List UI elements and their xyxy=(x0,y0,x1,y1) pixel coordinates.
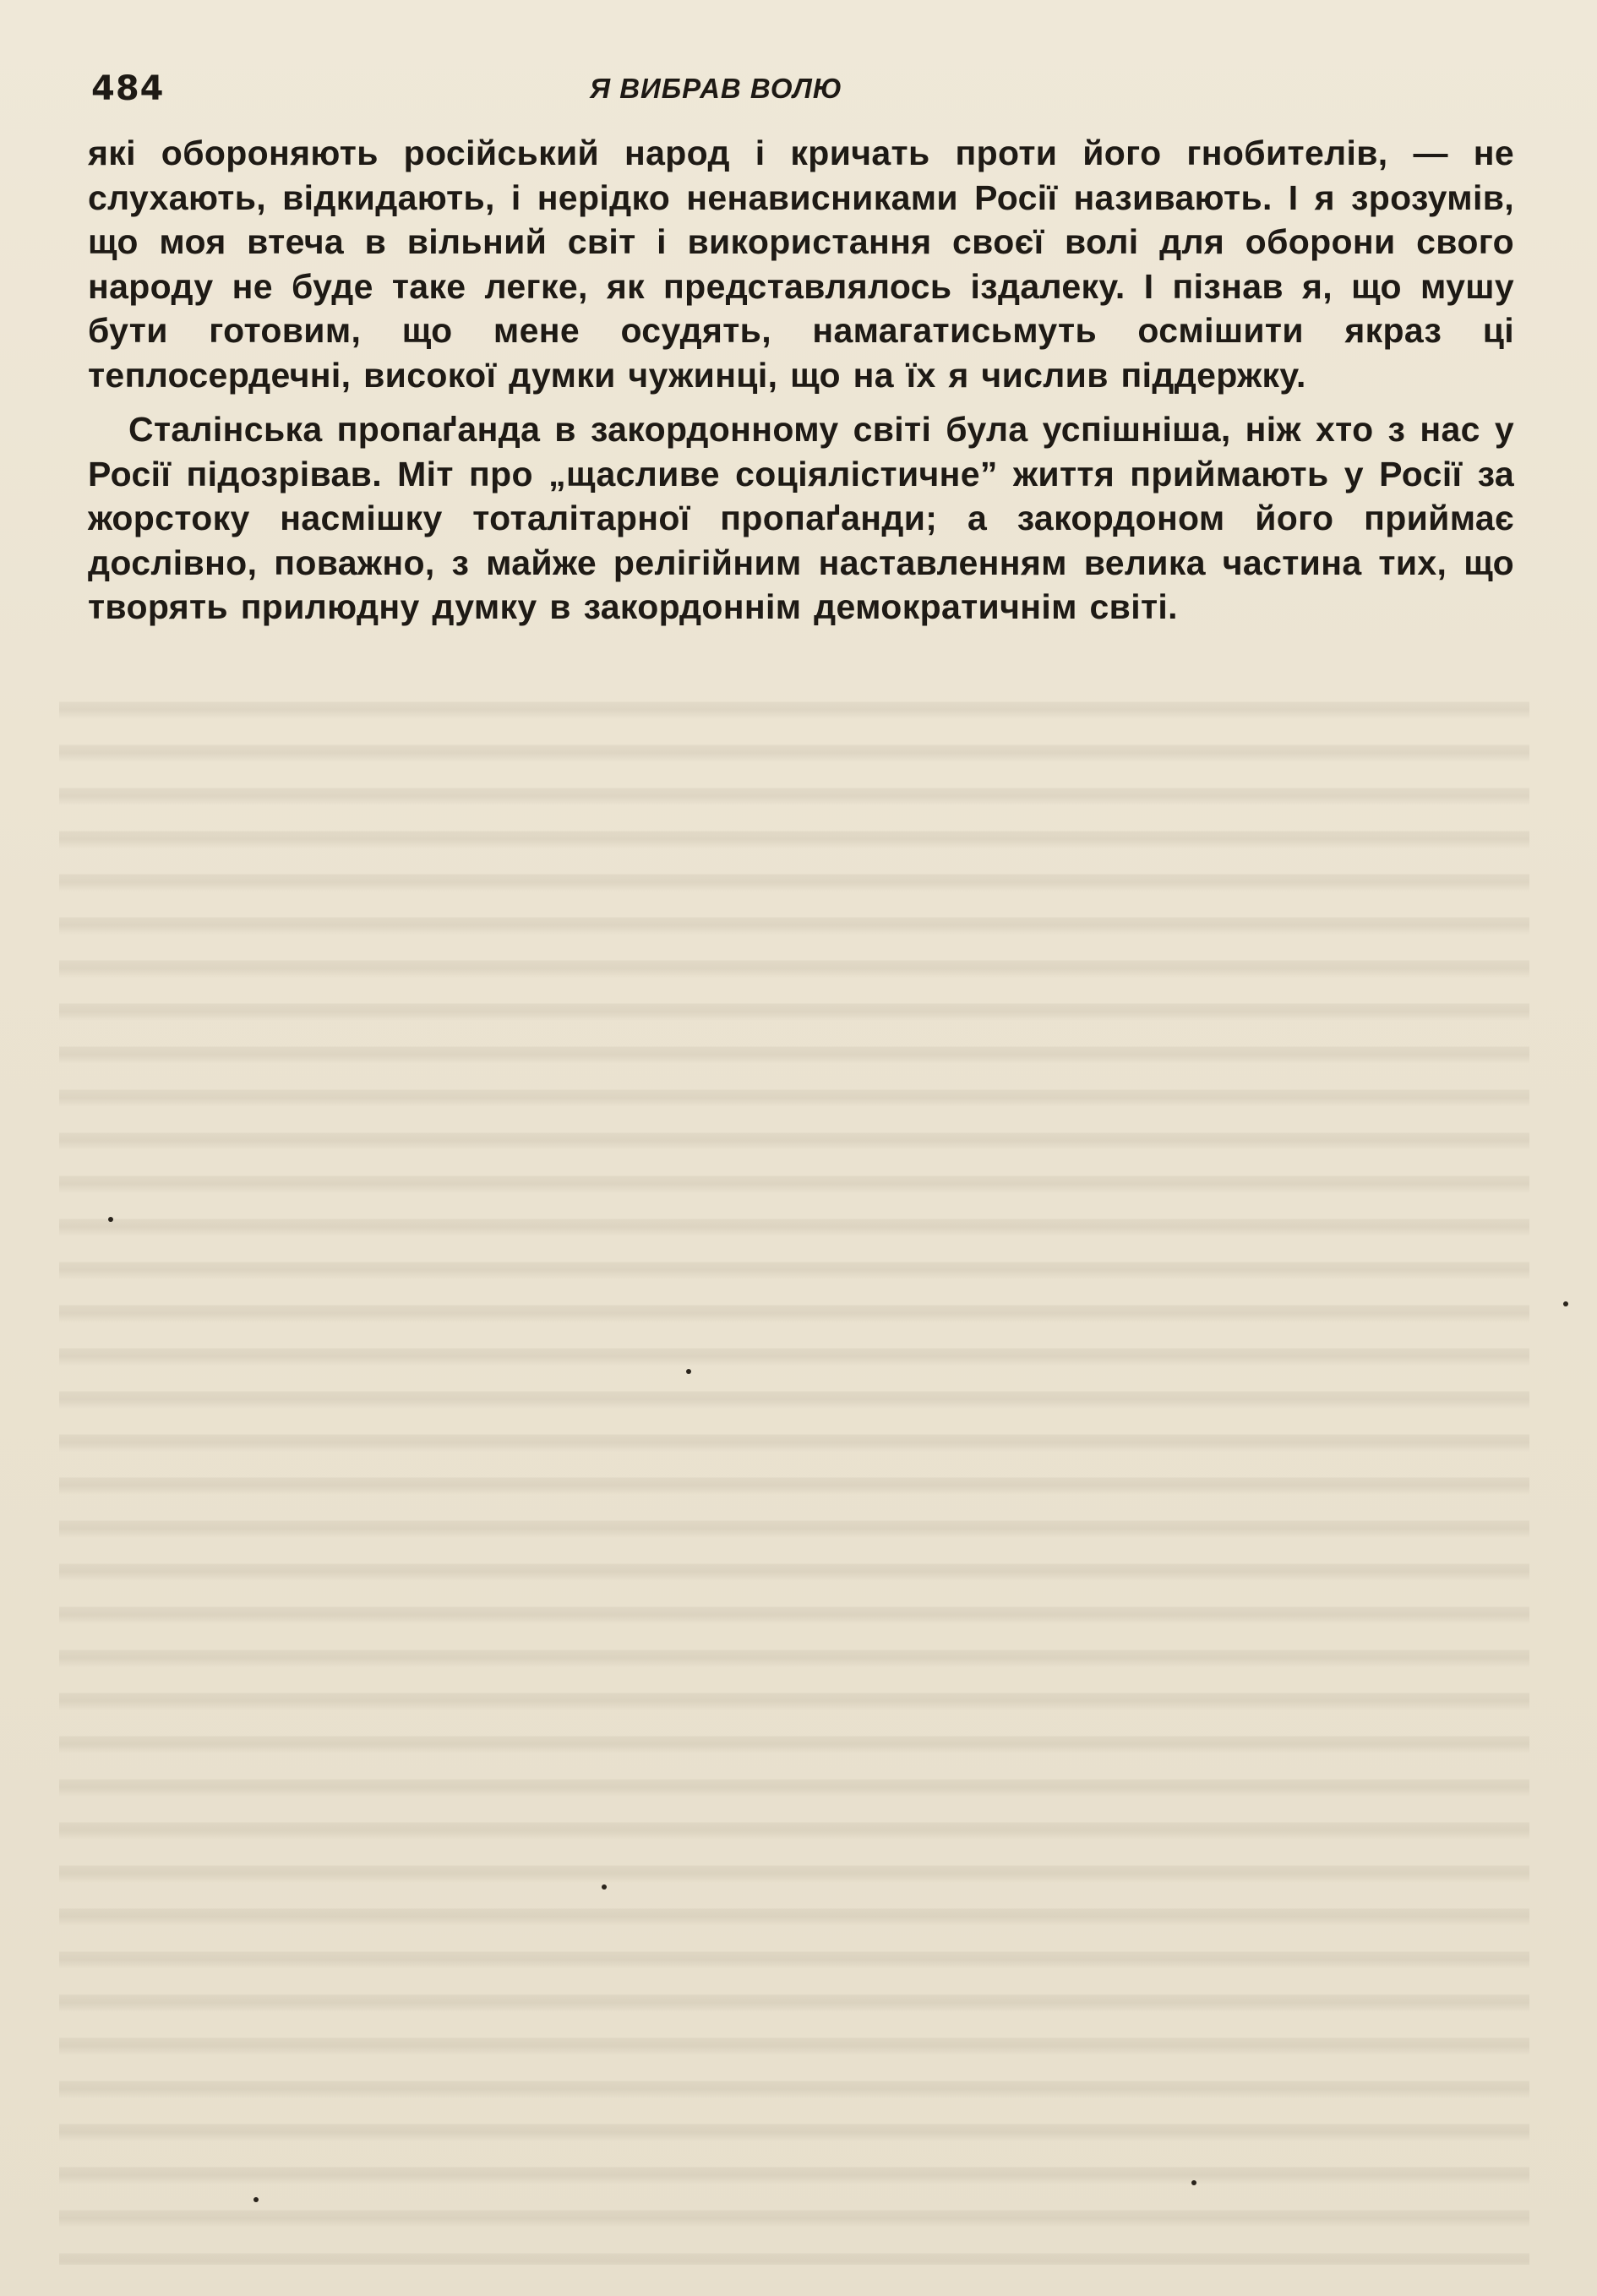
body-text xyxy=(88,131,1514,630)
page-header xyxy=(91,69,1513,110)
print-speck xyxy=(1191,2180,1196,2185)
print-speck xyxy=(686,1369,691,1374)
bleed-through-texture xyxy=(59,676,1529,2265)
print-speck xyxy=(253,2197,259,2202)
paragraph: які обороняють російський народ і кричать проти його гнобителів, — не слухають, відкидають, і нерідко ненависниками Росії називають. І я зрозумів, що моя втеча в вільний світ і використання своєї волі для оборони свого народу не буде таке легке, як представлялось іздалеку. І пізнав я, що мушу бути готовим, що мене осудять, намагатисьмуть осмішити якраз ці теплосердечні, високої думки чужинці, що на їх я числив піддержку. xyxy=(88,134,1514,395)
print-speck xyxy=(602,1884,607,1890)
print-speck xyxy=(108,1217,113,1222)
running-title: Я ВИБРАВ ВОЛЮ xyxy=(590,73,843,104)
page-number: 484 xyxy=(91,69,165,108)
print-speck xyxy=(1563,1301,1568,1306)
paragraph: Сталінська пропаґанда в закордонному світі була успішніша, ніж хто з нас у Росії підозрівав. Міт про „щасливе соціялістичне” життя приймають у Росії за жорстоку насмішку тоталітарної пропаґанди; а закордоном його приймає дослівно, поважно, з майже релігійним наставленням велика частина тих, що творять прилюдну думку в закордоннім демократичнім світі. xyxy=(88,410,1514,626)
